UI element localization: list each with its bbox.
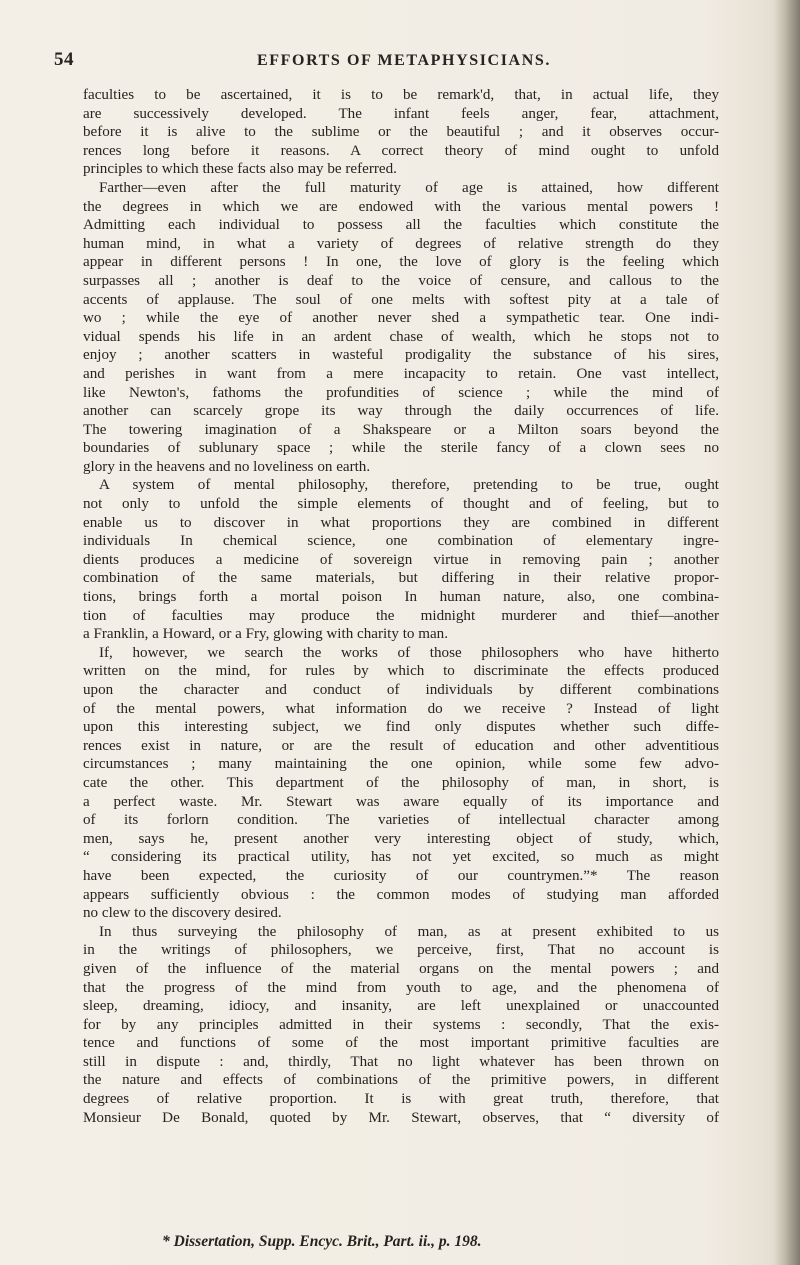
page-edge-shadow [774,0,800,1265]
text-line: degrees of relative proportion. It is with great truth, therefore, that [83,1091,719,1108]
text-line: If, however, we search the works of those philosophers who have hitherto [99,644,719,661]
text-line: of its forlorn condition. The varieties of intellectual character among [83,812,719,829]
text-line: sleep, dreaming, idiocy, and insanity, are left unexplained or unaccounted [83,998,719,1015]
text-line: combination of the same materials, but differing in their relative propor- [83,570,719,587]
text-line: enable us to discover in what proportions they are combined in different [83,514,719,531]
text-line: upon this interesting subject, we find only disputes whether such diffe- [83,719,719,736]
text-line: cate the other. This department of the philosophy of man, in short, is [83,774,719,791]
text-line: are successively developed. The infant feels anger, fear, attachment, [83,105,719,122]
text-line: another can scarcely grope its way through the daily occurrences of life. [83,403,719,420]
text-line: human mind, in what a variety of degrees of relative strength do they [83,235,719,252]
text-line: of the mental powers, what information do we receive ? Instead of light [83,700,719,717]
text-line: principles to which these facts also may be referred. [83,161,397,178]
text-line: individuals In chemical science, one combination of elementary ingre- [83,533,719,550]
text-line: the nature and effects of combinations of the primitive powers, in different [83,1072,719,1089]
text-line: like Newton's, fathoms the profundities of science ; while the mind of [83,384,719,401]
text-line: men, says he, present another very interesting object of study, which, [83,830,719,847]
text-line: boundaries of sublunary space ; while the sterile fancy of a clown sees no [83,440,719,457]
text-line: tion of faculties may produce the midnight murderer and thief—another [83,607,719,624]
footnote: * Dissertation, Supp. Encyc. Brit., Part. ii., p. 198. [162,1233,482,1250]
text-line: Monsieur De Bonald, quoted by Mr. Stewart, observes, that “ diversity of [83,1109,719,1126]
text-line: Farther—even after the full maturity of age is attained, how different [99,179,719,196]
running-title: EFFORTS OF METAPHYSICIANS. [257,52,551,69]
text-line: have been expected, the curiosity of our countrymen.”* The reason [83,867,719,884]
text-line: tions, brings forth a mortal poison In human nature, also, one combina- [83,589,719,606]
text-line: rences exist in nature, or are the result of education and other adventitious [83,737,719,754]
text-line: upon the character and conduct of individuals by different combinations [83,682,719,698]
text-line: appear in different persons ! In one, the love of glory is the feeling which [83,254,719,271]
text-line: In thus surveying the philosophy of man, as at present exhibited to us [99,923,719,940]
text-line: a Franklin, a Howard, or a Fry, glowing with charity to man. [83,626,448,643]
text-line: and perishes in want from a mere incapacity to retain. One vast intellect, [83,365,719,382]
text-line: rences long before it reasons. A correct theory of mind ought to unfold [83,142,719,159]
text-line: dients produces a medicine of sovereign virtue in removing pain ; another [83,551,719,568]
body-text [83,86,719,1127]
text-line: enjoy ; another scatters in wasteful prodigality the substance of his sires, [83,347,719,364]
text-line: Admitting each individual to possess all the faculties which constitute the [83,217,719,234]
text-line: given of the influence of the material organs on the mental powers ; and [83,960,719,977]
page-number: 54 [54,49,74,70]
text-line: accents of applause. The soul of one melts with softest pity at a tale of [83,291,719,308]
text-line: “ considering its practical utility, has not yet excited, so much as might [83,849,719,866]
text-line: the degrees in which we are endowed with the various mental powers ! [83,198,719,215]
text-line: tence and functions of some of the most important primitive faculties are [83,1035,719,1052]
text-line: glory in the heavens and no loveliness on earth. [83,458,371,475]
text-line: in the writings of philosophers, we perceive, first, That no account is [83,942,719,959]
text-line: that the progress of the mind from youth to age, and the phenomena of [83,979,719,996]
text-line: A system of mental philosophy, therefore, pretending to be true, ought [99,477,719,494]
text-line: a perfect waste. Mr. Stewart was aware equally of its importance and [83,793,719,810]
text-line: appears sufficiently obvious : the common modes of studying man afforded [83,886,719,903]
text-line: circumstances ; many maintaining the one opinion, while some few advo- [83,756,719,773]
text-line: for by any principles admitted in their systems : secondly, That the exis- [83,1016,719,1033]
text-line: wo ; while the eye of another never shed a sympathetic tear. One indi- [83,310,719,327]
text-line: The towering imagination of a Shakspeare or a Milton soars beyond the [83,421,719,438]
text-line: surpasses all ; another is deaf to the voice of censure, and callous to the [83,272,719,289]
text-line: before it is alive to the sublime or the beautiful ; and it observes occur- [83,124,719,141]
text-line: written on the mind, for rules by which to discriminate the effects produced [83,663,719,680]
text-line: no clew to the discovery desired. [83,905,282,922]
text-line: still in dispute : and, thirdly, That no light whatever has been thrown on [83,1053,719,1070]
text-line: not only to unfold the simple elements of thought and of feeling, but to [83,496,719,513]
text-line: vidual spends his life in an ardent chase of wealth, which he stops not to [83,328,719,345]
text-line: faculties to be ascertained, it is to be remark'd, that, in actual life, they [83,87,719,103]
